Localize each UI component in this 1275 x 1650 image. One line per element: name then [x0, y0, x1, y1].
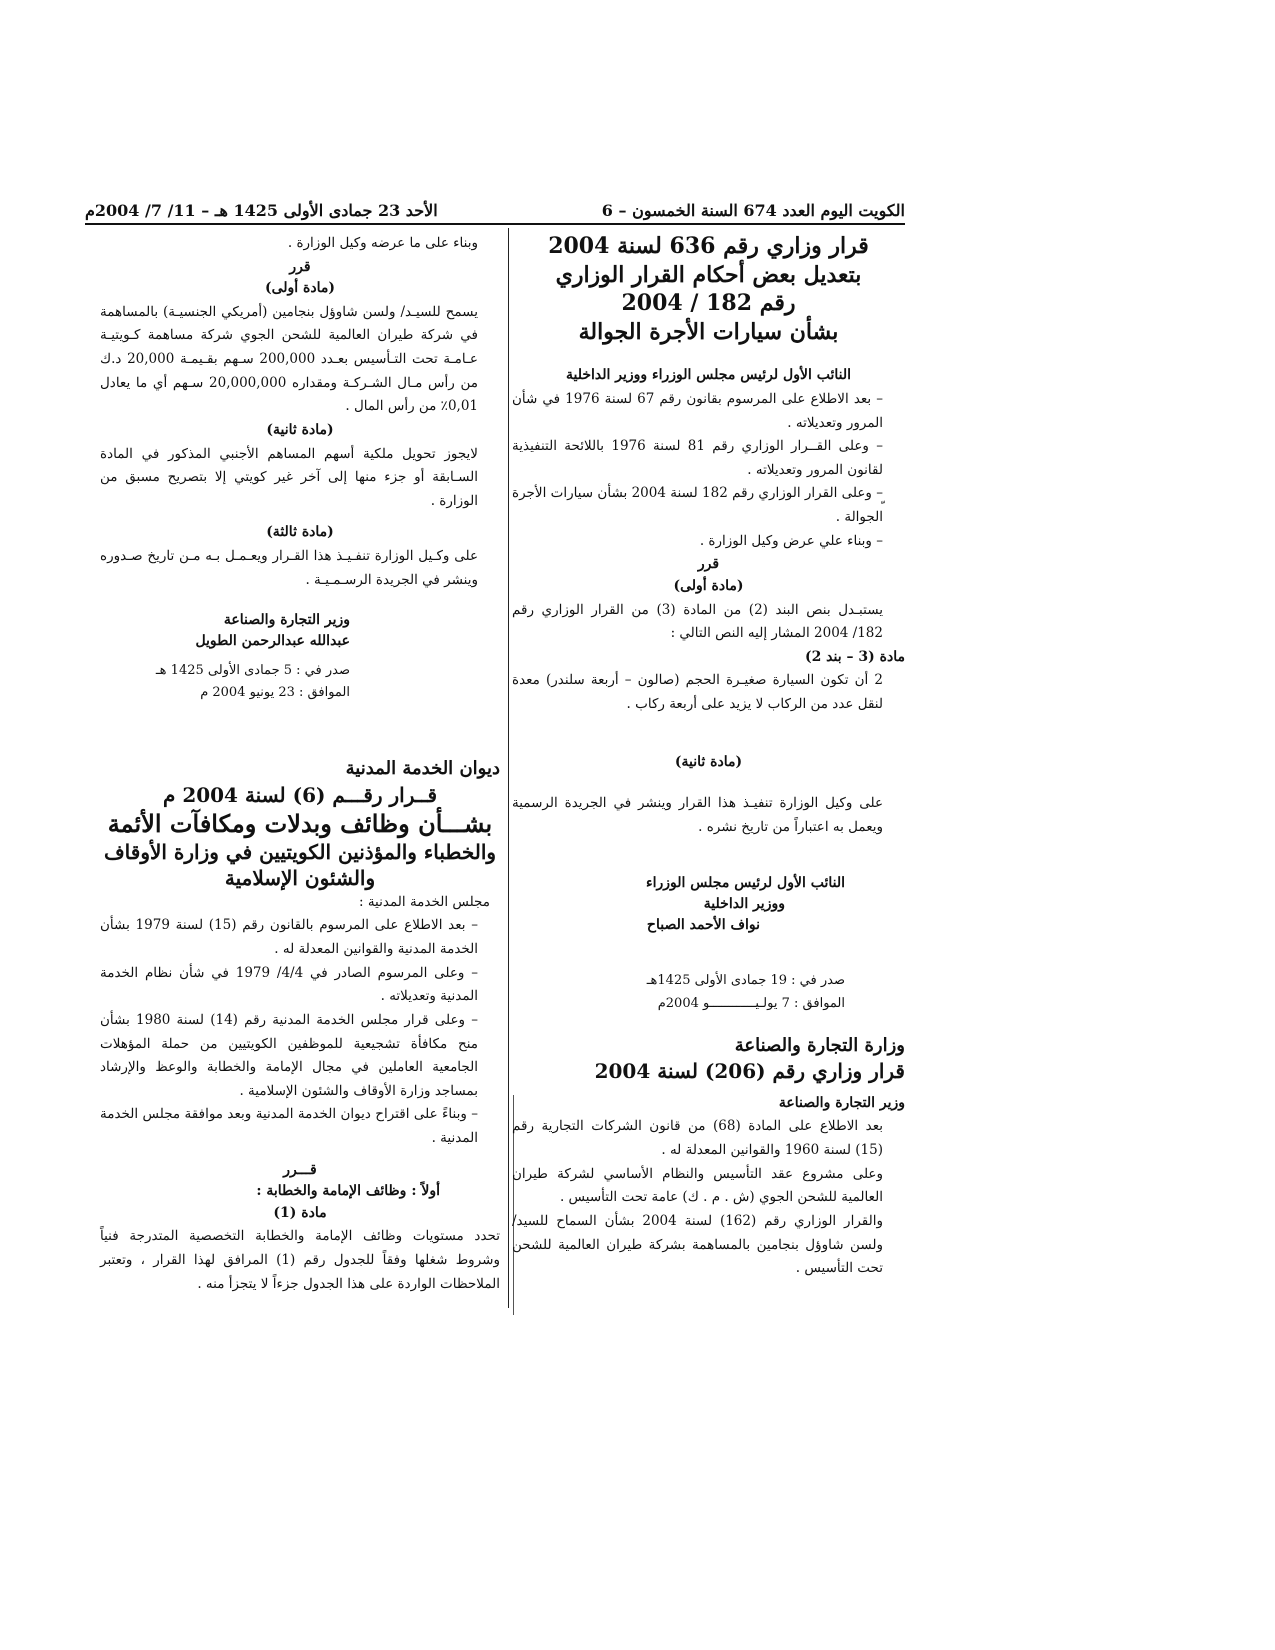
civil-service-decision-6: [100, 756, 500, 1296]
civil-service-department: ديوان الخدمة المدنية: [345, 758, 500, 780]
decision-636-article2-text: على وكيل الوزارة تنفيـذ هذا القرار وينشر في الجريدة الرسمية ويعمل به اعتباراً من تاريخ نشره .: [512, 795, 883, 835]
decision-636-title-line3: رقم 182 / 2004: [621, 290, 796, 317]
commerce-ministry-name: وزارة التجارة والصناعة: [734, 1034, 905, 1056]
commerce-signature-name: عبدالله عبدالرحمن الطويل: [195, 633, 350, 650]
civil-service-preamble-3: – وعلى قرار مجلس الخدمة المدنية رقم (14) لسنة 1980 بشأن منح مكافأة تشجيعية للموظفين الكويتيين من حملة المؤهلات الجامعية العاملين في مجال الإمامة والخطابة والوعظ والإرشاد بمساجد وزارة الأوقاف والشئون الإسلامية .: [100, 1011, 478, 1099]
decision-636-preamble-1: – بعد الاطلاع على المرسوم بقانون رقم 67 لسنة 1976 في شأن المرور وتعديلاته .: [512, 390, 883, 431]
left-column: [100, 232, 500, 1296]
header-issue-info: الكويت اليوم العدد 674 السنة الخمسون – 6: [601, 201, 905, 220]
decision-636-title: قرار وزاري رقم 636 لسنة 2004: [548, 233, 869, 259]
civil-service-preamble-1: – بعد الاطلاع على المرسوم بالقانون رقم (15) لسنة 1979 بشأن الخدمة المدنية والقوانين المعدلة له .: [100, 917, 478, 958]
commerce-preamble-2: وعلى مشروع عقد التأسيس والنظام الأساسي لشركة طيران العالمية للشحن الجوي (ش . م . ك) عامة تحت التأسيس .: [512, 1165, 883, 1206]
commerce-article3-title: (مادة ثالثة): [266, 524, 334, 541]
decision-636-article2-title: (مادة ثانية): [674, 753, 743, 770]
commerce-decided: قرر: [289, 258, 311, 275]
civil-service-title-line2: بشـــأن وظائف وبدلات ومكافآت الأئمة: [107, 808, 493, 838]
signature-title: النائب الأول لرئيس مجلس الوزراء: [646, 875, 845, 892]
commerce-preamble-continued: وبناء على ما عرضه وكيل الوزارة .: [287, 235, 478, 251]
decision-636-article1-text: يستبـدل بنص البند (2) من المادة (3) من القرار الوزاري رقم 182/ 2004 المشار إليه النص التالي :: [512, 601, 883, 642]
decision-636-preamble-2: – وعلى القــرار الوزاري رقم 81 لسنة 1976 باللائحة التنفيذية لقانون المرور وتعديلاته .: [512, 438, 884, 478]
commerce-preamble-1: بعد الاطلاع على المادة (68) من قانون الشركات التجارية رقم (15) لسنة 1960 والقوانين المعدلة له .: [512, 1118, 883, 1159]
decision-636-decided: قرر: [697, 556, 720, 573]
civil-service-article1-text: تحدد مستويات وظائف الإمامة والخطابة التخصصية المتدرجة فنياً وشروط شغلها وفقاً للجدول رقم (1) المرافق لهذا القرار ، وتعتبر الملاحظات الواردة على هذا الجدول جزءاً لا يتجزأ منه .: [100, 1228, 500, 1292]
commerce-corresponding-date: الموافق : 23 يونيو 2004 م: [200, 685, 350, 701]
commerce-article1-title: (مادة أولى): [264, 280, 336, 297]
column-divider: [508, 228, 509, 1308]
signature-ministry: ووزير الداخلية: [703, 896, 785, 913]
civil-service-preamble-2: – وعلى المرسوم الصادر في 4/4/ 1979 في شأن نظام الخدمة المدنية وتعديلاته .: [100, 964, 478, 1005]
commerce-article2-title: (مادة ثانية): [266, 421, 334, 438]
civil-service-article1-title: مادة (1): [273, 1204, 327, 1221]
civil-service-council: مجلس الخدمة المدنية :: [358, 893, 490, 910]
header-date: الأحد 23 جمادى الأولى 1425 هـ – 11/ 7/ 2004م: [85, 201, 438, 220]
commerce-article1-text: يسمح للسيـد/ ولسن شاوؤل بنجامين (أمريكي الجنسيـة) بالمساهمة في شركة طيران العالمية للشحن الجوي شركة مساهمة كـويتيـة عـامـة تحت التـأسيس بعـدد 200,000 سـهم بقـيمـة 20,000 د.ك من رأس مـال الشـركـة ومقداره 20,000,000 سـهم أي ما يعادل 0,01٪ من رأس المال .: [100, 303, 478, 415]
civil-service-section1: أولاً : وظائف الإمامة والخطابة :: [256, 1183, 440, 1200]
commerce-issued-date: صدر في : 5 جمادى الأولى 1425 هـ: [155, 663, 350, 679]
decision-636-title-line2: بتعديل بعض أحكام القرار الوزاري: [555, 261, 862, 288]
commerce-article2-text: لايجوز تحويل ملكية أسهم المساهم الأجنبي المذكور في المادة السـابقة أو جزء منها إلى آخر غير كويتي إلا بتصريح مسبق من الوزارة .: [100, 445, 478, 509]
civil-service-decided: قـــرر: [283, 1161, 317, 1178]
decision-636-title-line4: بشأن سيارات الأجرة الجوالة: [578, 318, 839, 345]
decision-636-article1-ref: مادة (3 – بند 2): [804, 648, 905, 665]
civil-service-title: قــرار رقـــم (6) لسنة 2004 م: [162, 782, 438, 807]
commerce-preamble-3: والقرار الوزاري رقم (162) لسنة 2004 بشأن السماح للسيد/ ولسن شاوؤل بنجامين بالمساهمة بشركة طيران العالمية للشحن تحت التأسيس .: [512, 1212, 883, 1277]
decision-636: [512, 232, 905, 1015]
decision-636-issuer: النائب الأول لرئيس مجلس الوزراء ووزير الداخلية: [565, 367, 852, 384]
commerce-decision-206: [512, 1033, 905, 1281]
commerce-decision-206-continued: [100, 232, 500, 704]
decision-636-article1-item: 2 أن تكون السيارة صغيـرة الحجم (صالون – أربعة سلندر) معدة لنقل عدد من الركاب لا يزيد على أربعة ركاب .: [512, 672, 883, 712]
commerce-decision-title: قرار وزاري رقم (206) لسنة 2004: [594, 1058, 905, 1083]
decision-636-signature: [512, 873, 905, 936]
page-header: [85, 190, 905, 225]
commerce-signature-title: وزير التجارة والصناعة: [223, 612, 350, 629]
issued-date: صدر في : 19 جمادى الأولى 1425هـ: [646, 973, 845, 989]
signature-name: نواف الأحمد الصباح: [646, 917, 760, 934]
decision-636-dates: [512, 970, 905, 1014]
decision-636-article1-title: (مادة أولى): [673, 577, 744, 594]
right-column: [512, 232, 905, 1281]
corresponding-date: الموافق : 7 يولـيــــــــــــو 2004م: [657, 995, 845, 1011]
decision-636-preamble-4: – وبناء علي عرض وكيل الوزارة .: [699, 532, 883, 549]
commerce-issuer: وزير التجارة والصناعة: [778, 1094, 905, 1111]
decision-636-preamble-3: – وعلى القرار الوزاري رقم 182 لسنة 2004 بشأن سيارات الأجرة الجوالة .: [512, 485, 883, 526]
commerce-article3-text: على وكـيل الوزارة تنفـيـذ هذا القـرار ويعـمـل بـه مـن تاريخ صـدوره وينشر في الجريدة الرسـمـيـة .: [100, 548, 478, 588]
commerce-signature: [100, 610, 500, 652]
civil-service-title-line3: والخطباء والمؤذنين الكويتيين في وزارة الأوقاف: [103, 839, 497, 864]
civil-service-title-line4: والشئون الإسلامية: [224, 865, 376, 890]
commerce-dates: [100, 660, 500, 704]
civil-service-preamble-4: – وبناءً على اقتراح ديوان الخدمة المدنية وبعد موافقة مجلس الخدمة المدنية .: [100, 1106, 478, 1147]
